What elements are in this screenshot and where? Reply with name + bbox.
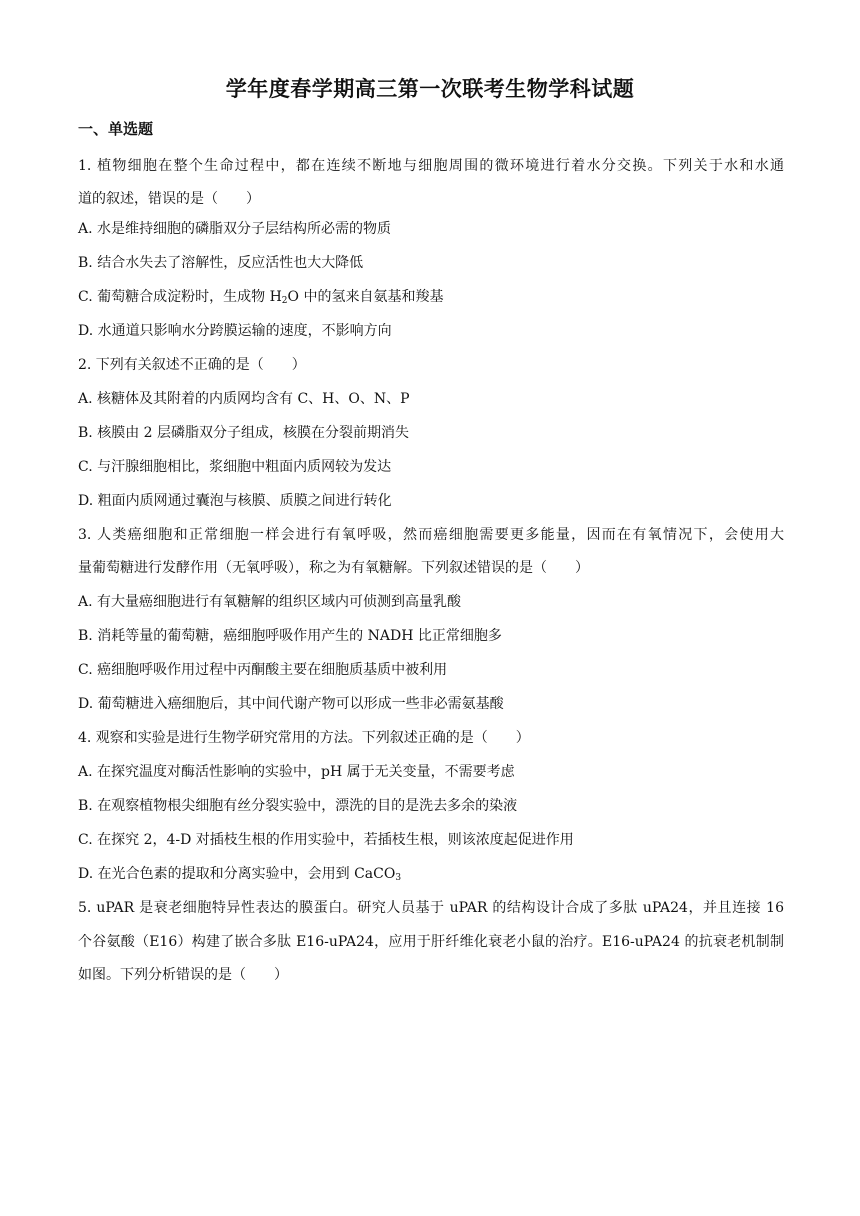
q4-option-c: C. 在探究 2，4-D 对插枝生根的作用实验中，若插枝生根，则该浓度起促进作用 (78, 832, 574, 848)
q3-stem-line1: 3. 人类癌细胞和正常细胞一样会进行有氧呼吸，然而癌细胞需要更多能量，因而在有氧情况下，会使用大 (78, 527, 784, 543)
q1-option-d: D. 水通道只影响水分跨膜运输的速度，不影响方向 (78, 323, 392, 339)
q3-stem-line2: 量葡萄糖进行发酵作用（无氧呼吸），称之为有氧糖解。下列叙述错误的是（ ） (78, 560, 589, 576)
q2-stem: 2. 下列有关叙述不正确的是（ ） (78, 357, 306, 373)
q4-option-d (78, 863, 784, 885)
q1-option-a: A. 水是维持细胞的磷脂双分子层结构所必需的物质 (78, 221, 392, 237)
q5-stem-line2: 个谷氨酸（E16）构建了嵌合多肽 E16-uPA24，应用于肝纤维化衰老小鼠的治疗。E16-uPA24 的抗衰老机制制 (78, 934, 784, 950)
q1-option-c-text-end: O 中的氢来自氨基和羧基 (287, 289, 444, 305)
q3-option-a: A. 有大量癌细胞进行有氧糖解的组织区域内可侦测到高量乳酸 (78, 594, 462, 610)
q2-option-a: A. 核糖体及其附着的内质网均含有 C、H、O、N、P (78, 391, 410, 407)
q3-option-d: D. 葡萄糖进入癌细胞后，其中间代谢产物可以形成一些非必需氨基酸 (78, 696, 504, 712)
q1-option-c-subscript: 2 (281, 296, 288, 306)
q4-option-d-text: D. 在光合色素的提取和分离实验中，会用到 CaCO (78, 866, 396, 882)
q2-option-c: C. 与汗腺细胞相比，浆细胞中粗面内质网较为发达 (78, 459, 392, 475)
q4-option-b: B. 在观察植物根尖细胞有丝分裂实验中，漂洗的目的是洗去多余的染液 (78, 798, 518, 814)
q2-option-b: B. 核膜由 2 层磷脂双分子组成，核膜在分裂前期消失 (78, 425, 409, 441)
section-heading: 一、单选题 (78, 120, 154, 138)
q1-option-c (78, 286, 784, 308)
q3-option-b: B. 消耗等量的葡萄糖，癌细胞呼吸作用产生的 NADH 比正常细胞多 (78, 628, 502, 644)
q3-option-c: C. 癌细胞呼吸作用过程中丙酮酸主要在细胞质基质中被利用 (78, 662, 448, 678)
q1-option-c-text: C. 葡萄糖合成淀粉时，生成物 H (78, 289, 282, 305)
q2-option-d: D. 粗面内质网通过囊泡与核膜、质膜之间进行转化 (78, 493, 392, 509)
q1-option-b: B. 结合水失去了溶解性，反应活性也大大降低 (78, 255, 364, 271)
q4-option-a: A. 在探究温度对酶活性影响的实验中，pH 属于无关变量，不需要考虑 (78, 764, 515, 780)
q5-stem-line3: 如图。下列分析错误的是（ ） (78, 967, 288, 983)
q1-stem-line2: 道的叙述，错误的是（ ） (78, 191, 260, 207)
q4-option-d-subscript: 3 (395, 873, 402, 883)
exam-title: 学年度春学期高三第一次联考生物学科试题 (225, 77, 635, 101)
q5-stem-line1: 5. uPAR 是衰老细胞特异性表达的膜蛋白。研究人员基于 uPAR 的结构设计合成了多肽 uPA24，并且连接 16 (78, 900, 784, 916)
q4-stem: 4. 观察和实验是进行生物学研究常用的方法。下列叙述正确的是（ ） (78, 730, 530, 746)
q1-stem-line1: 1. 植物细胞在整个生命过程中，都在连续不断地与细胞周围的微环境进行着水分交换。下列关于水和水通 (78, 158, 784, 174)
